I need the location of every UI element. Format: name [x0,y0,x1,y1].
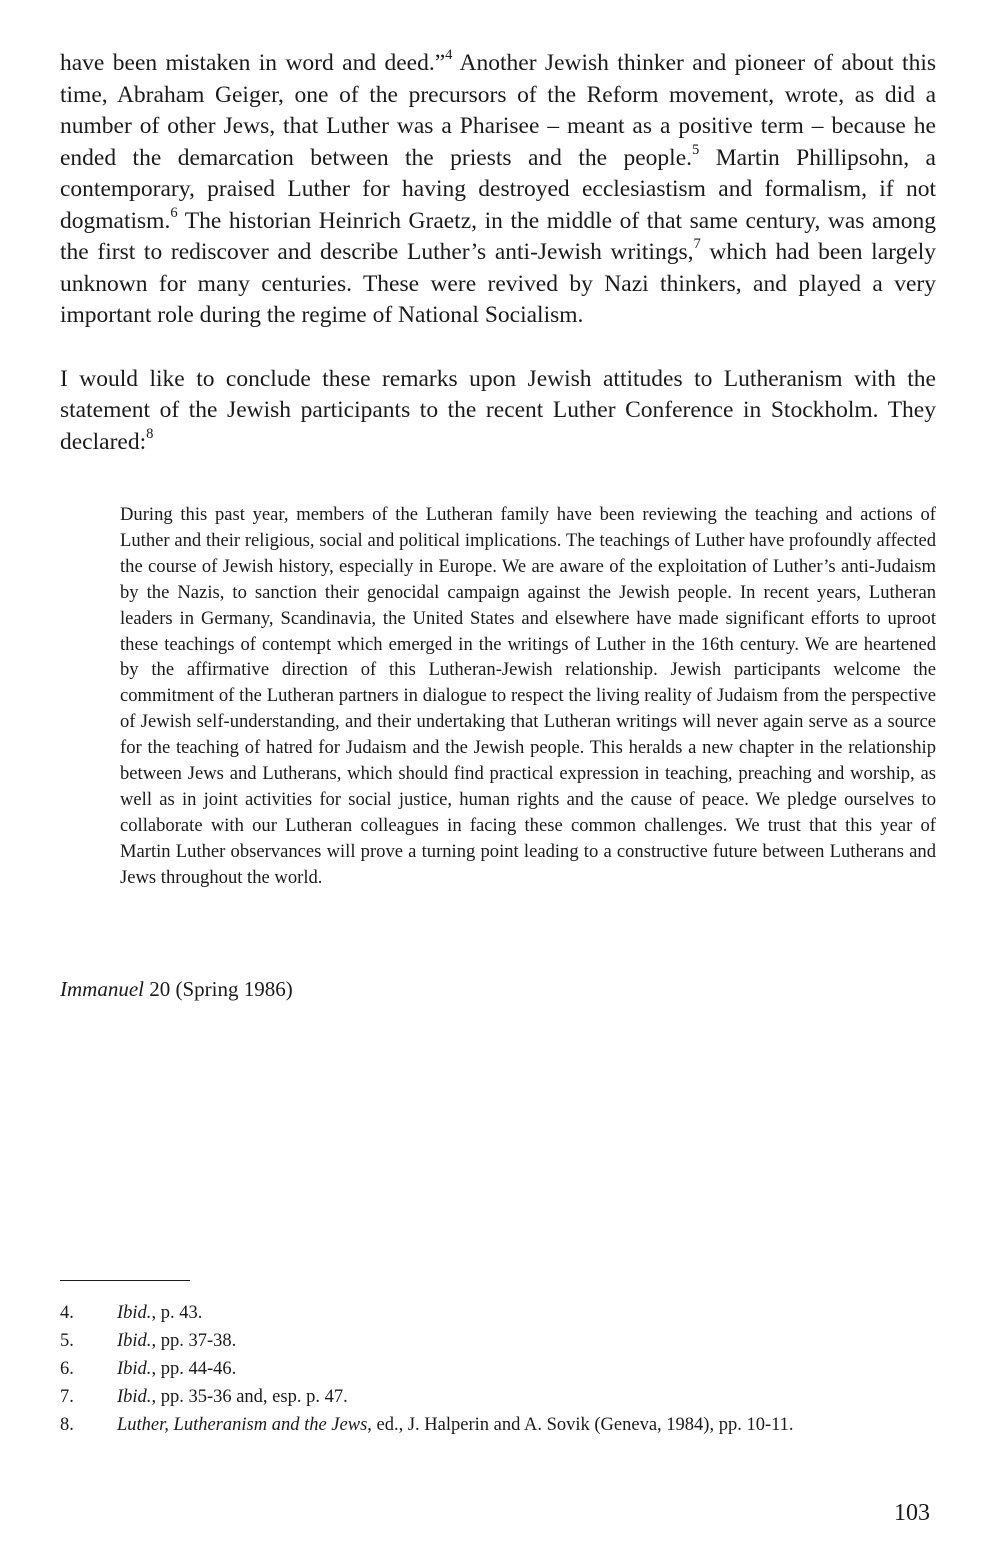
footnote-number: 7. [60,1387,74,1407]
footnote-text [117,1299,936,1327]
footnote-number: 4. [60,1303,74,1323]
footnote-ref: 6 [170,204,178,221]
footnote-number: 8. [60,1415,74,1435]
source-citation [60,977,936,1002]
footnote-number: 5. [60,1331,74,1351]
footnote-number: 6. [60,1359,74,1379]
footnote-ref-title: Ibid. [117,1303,152,1323]
footnote-ref: 4 [445,47,453,64]
page-number: 103 [894,1500,930,1526]
journal-title: Immanuel [60,976,144,1001]
text-run: which had been largely unknown for many centuries. These were revived by Nazi thinkers, and played a very important role during the regime of National Socialism. [60,239,936,328]
block-quote: During this past year, members of the Lutheran family have been reviewing the teaching and actions of Luther and their religious, social and political implications. The teachings of Luther have profoundly affected the course of Jewish history, especially in Europe. We are aware of the exploitation of Luther’s anti-Judaism by the Nazis, to sanction their genocidal campaign against the Jewish people. In recent years, Lutheran leaders in Germany, Scandinavia, the United States and elsewhere have made significant efforts to uproot these teachings of contempt which emerged in the writings of Luther in the 16th century. We are heartened by the affirmative direction of this Lutheran-Jewish relationship. Jewish participants welcome the commitment of the Lutheran partners in dialogue to respect the living reality of Judaism from the perspective of Jewish self-understanding, and their undertaking that Lutheran writings will never again serve as a source for the teaching of hatred for Judaism and the Jewish people. This heralds a new chapter in the relationship between Jews and Lutherans, which should find practical expression in teaching, preaching and worship, as well as in joint activities for social justice, human rights and the cause of peace. We pledge ourselves to collaborate with our Lutheran colleagues in facing these common challenges. We trust that this year of Martin Luther observances will prove a turning point leading to a constructive future between Lutherans and Jews throughout the world. [120,504,936,888]
footnote-divider [60,1280,190,1281]
footnote [60,1355,936,1383]
footnote-detail: , ed., J. Halperin and A. Sovik (Geneva, 1984), pp. 10-11. [367,1415,794,1435]
footnote-ref: 5 [692,141,700,158]
footnote-ref-title: Ibid. [117,1331,152,1351]
page-body [60,48,936,1002]
text-run: The historian Heinrich Graetz, in the middle of that same century, was among the first to rediscover and describe Luther’s anti-Jewish writings, [60,207,936,265]
footnote [60,1327,936,1355]
footnote [60,1299,936,1327]
footnote-detail: , pp. 35-36 and, esp. p. 47. [151,1387,348,1407]
journal-issue: 20 (Spring 1986) [143,976,293,1001]
footnote-ref: 8 [146,425,154,442]
footnote-detail: , p. 43. [151,1303,203,1323]
footnote-ref: 7 [693,236,701,253]
footnote-text [117,1383,936,1411]
footnote-ref-title: Luther, Lutheranism and the Jews [117,1415,368,1435]
footnote-text [117,1327,936,1355]
text-run: I would like to conclude these remarks upon Jewish attitudes to Lutheranism with the statement of the Jewish participants to the recent Luther Conference in Stockholm. They declared: [60,365,936,455]
body-paragraph [60,48,936,332]
footnote-detail: , pp. 37-38. [151,1331,237,1351]
footnote-text [117,1355,936,1383]
footnote-ref-title: Ibid. [117,1387,152,1407]
footnote-detail: , pp. 44-46. [151,1359,237,1379]
text-run: Martin Phillipsohn, a contemporary, praised Luther for having destroyed ecclesiastism and formalism, if not dogmatism. [60,144,936,234]
footnotes [60,1280,936,1439]
text-run: Another Jewish thinker and pioneer of about this time, Abraham Geiger, one of the precursors of the Reform movement, wrote, as did a number of other Jews, that Luther was a Pharisee – meant as a positive term – because he ended the demarcation between the priests and the people. [60,50,936,171]
body-paragraph [60,364,936,459]
text-run: have been mistaken in word and deed.” [60,50,446,76]
footnote [60,1383,936,1411]
footnote [60,1411,936,1439]
footnote-ref-title: Ibid. [117,1359,152,1379]
